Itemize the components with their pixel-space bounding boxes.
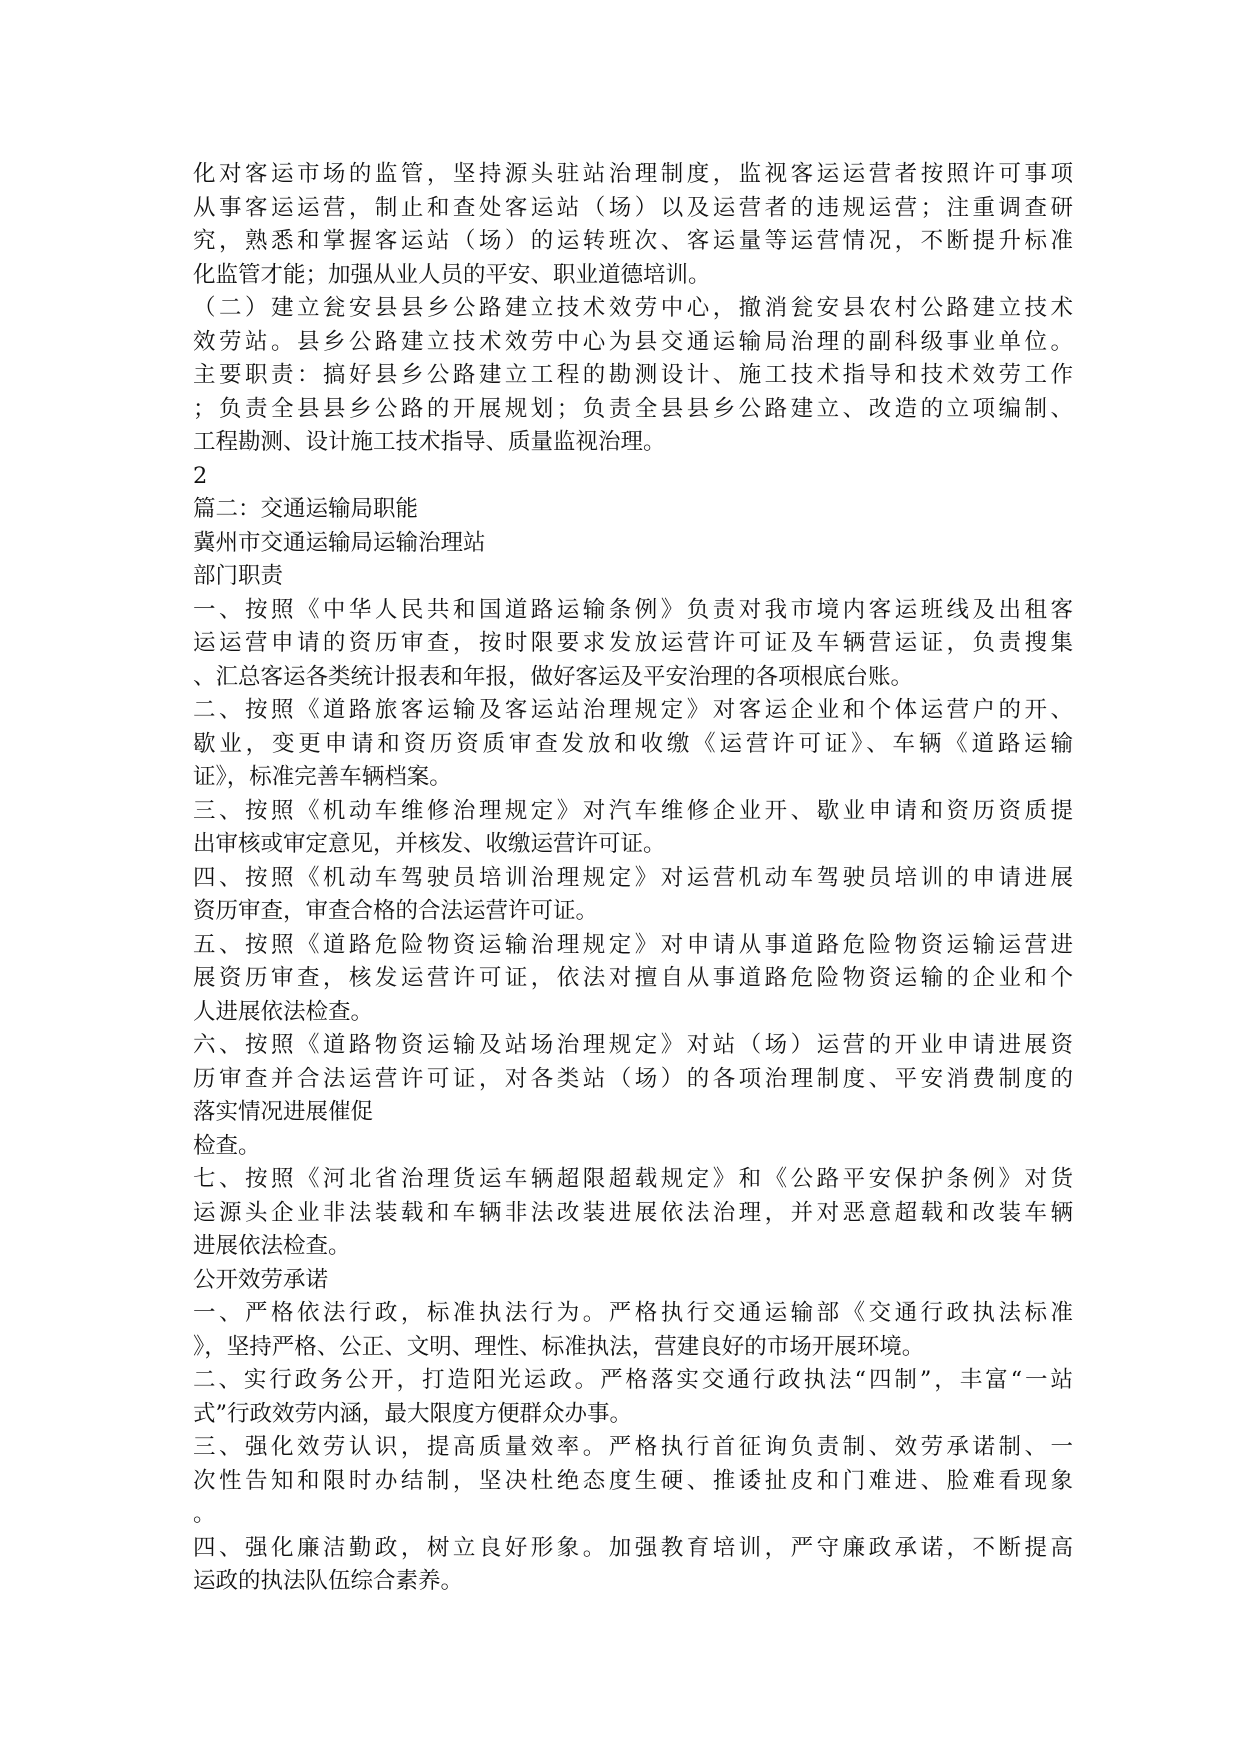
text-line: 篇二：交通运输局职能 <box>193 496 419 522</box>
text-line: 公开效劳承诺 <box>193 1266 329 1293</box>
text-line: 落实情况进展催促 <box>193 1099 374 1125</box>
text-line: 一、按照《中华人民共和国道路运输条例》负责对我市境内客运班线及出租客 <box>193 596 1073 623</box>
text-line: 、汇总客运各类统计报表和年报，做好客运及平安治理的各项根底台账。 <box>193 663 914 690</box>
text-line: 历审查并合法运营许可证，对各类站（场）的各项治理制度、平安消费制度的 <box>193 1065 1073 1092</box>
text-line: 六、按照《道路物资运输及站场治理规定》对站（场）运营的开业申请进展资 <box>193 1032 1073 1058</box>
text-line: ；负责全县县乡公路的开展规划；负责全县县乡公路建立、改造的立项编制、 <box>193 395 1073 422</box>
text-line: （二）建立瓮安县县乡公路建立技术效劳中心，撤消瓮安县农村公路建立技术 <box>193 295 1073 321</box>
document-page <box>193 158 1073 1599</box>
text-line: 工程勘测、设计施工技术指导、质量监视治理。 <box>193 429 666 455</box>
text-line: 次性告知和限时办结制，坚决杜绝态度生硬、推诿扯皮和门难进、脸难看现象 <box>193 1467 1073 1494</box>
text-line: 运政的执法队伍综合素养。 <box>193 1568 464 1594</box>
text-line: 究，熟悉和掌握客运站（场）的运转班次、客运量等运营情况，不断提升标准 <box>193 228 1073 254</box>
text-line: 三、强化效劳认识，提高质量效率。严格执行首征询负责制、效劳承诺制、一 <box>193 1434 1073 1460</box>
text-line: 化对客运市场的监管，坚持源头驻站治理制度，监视客运运营者按照许可事项 <box>193 161 1073 187</box>
text-line: 。 <box>193 1501 216 1527</box>
text-line: 人进展依法检查。 <box>193 998 374 1025</box>
text-line: 进展依法检查。 <box>193 1233 351 1259</box>
text-line: 二、按照《道路旅客运输及客运站治理规定》对客运企业和个体运营户的开、 <box>193 697 1073 723</box>
text-line: 2 <box>193 462 208 489</box>
text-line: 四、强化廉洁勤政，树立良好形象。加强教育培训，严守廉政承诺，不断提高 <box>193 1534 1073 1561</box>
text-line: 七、按照《河北省治理货运车辆超限超载规定》和《公路平安保护条例》对货 <box>193 1166 1073 1192</box>
text-line: 冀州市交通运输局运输治理站 <box>193 529 486 556</box>
text-line: 四、按照《机动车驾驶员培训治理规定》对运营机动车驾驶员培训的申请进展 <box>193 864 1073 891</box>
text-line: 歇业，变更申请和资历资质审查发放和收缴《运营许可证》、车辆《道路运输 <box>193 730 1073 757</box>
text-line: 式”行政效劳内涵，最大限度方便群众办事。 <box>193 1400 633 1427</box>
text-line: 三、按照《机动车维修治理规定》对汽车维修企业开、歇业申请和资历资质提 <box>193 797 1073 824</box>
text-line: 化监管才能；加强从业人员的平安、职业道德培训。 <box>193 261 711 288</box>
text-line: 》，坚持严格、公正、文明、理性、标准执法，营建良好的市场开展环境。 <box>193 1333 925 1360</box>
text-line: 运源头企业非法装载和车辆非法改装进展依法治理，并对恶意超载和改装车辆 <box>193 1199 1073 1226</box>
text-line: 检查。 <box>193 1132 261 1159</box>
text-line: 出审核或审定意见，并核发、收缴运营许可证。 <box>193 831 666 857</box>
text-line: 展资历审查，核发运营许可证，依法对擅自从事道路危险物资运输的企业和个 <box>193 965 1073 991</box>
text-line: 资历审查，审查合格的合法运营许可证。 <box>193 898 599 924</box>
text-line: 五、按照《道路危险物资运输治理规定》对申请从事道路危险物资运输运营进 <box>193 931 1073 958</box>
text-line: 运运营申请的资历审查，按时限要求发放运营许可证及车辆营运证，负责搜集 <box>193 630 1073 656</box>
text-line: 主要职责：搞好县乡公路建立工程的勘测设计、施工技术指导和技术效劳工作 <box>193 362 1073 388</box>
text-line: 部门职责 <box>193 563 284 589</box>
text-line: 效劳站。县乡公路建立技术效劳中心为县交通运输局治理的副科级事业单位。 <box>193 328 1073 355</box>
text-line: 从事客运运营，制止和查处客运站（场）以及运营者的违规运营；注重调查研 <box>193 194 1073 221</box>
text-line: 二、实行政务公开，打造阳光运政。严格落实交通行政执法“四制”，丰富“一站 <box>193 1367 1073 1393</box>
text-line: 证》，标准完善车辆档案。 <box>193 764 452 790</box>
text-line: 一、严格依法行政，标准执法行为。严格执行交通运输部《交通行政执法标准 <box>193 1300 1073 1326</box>
